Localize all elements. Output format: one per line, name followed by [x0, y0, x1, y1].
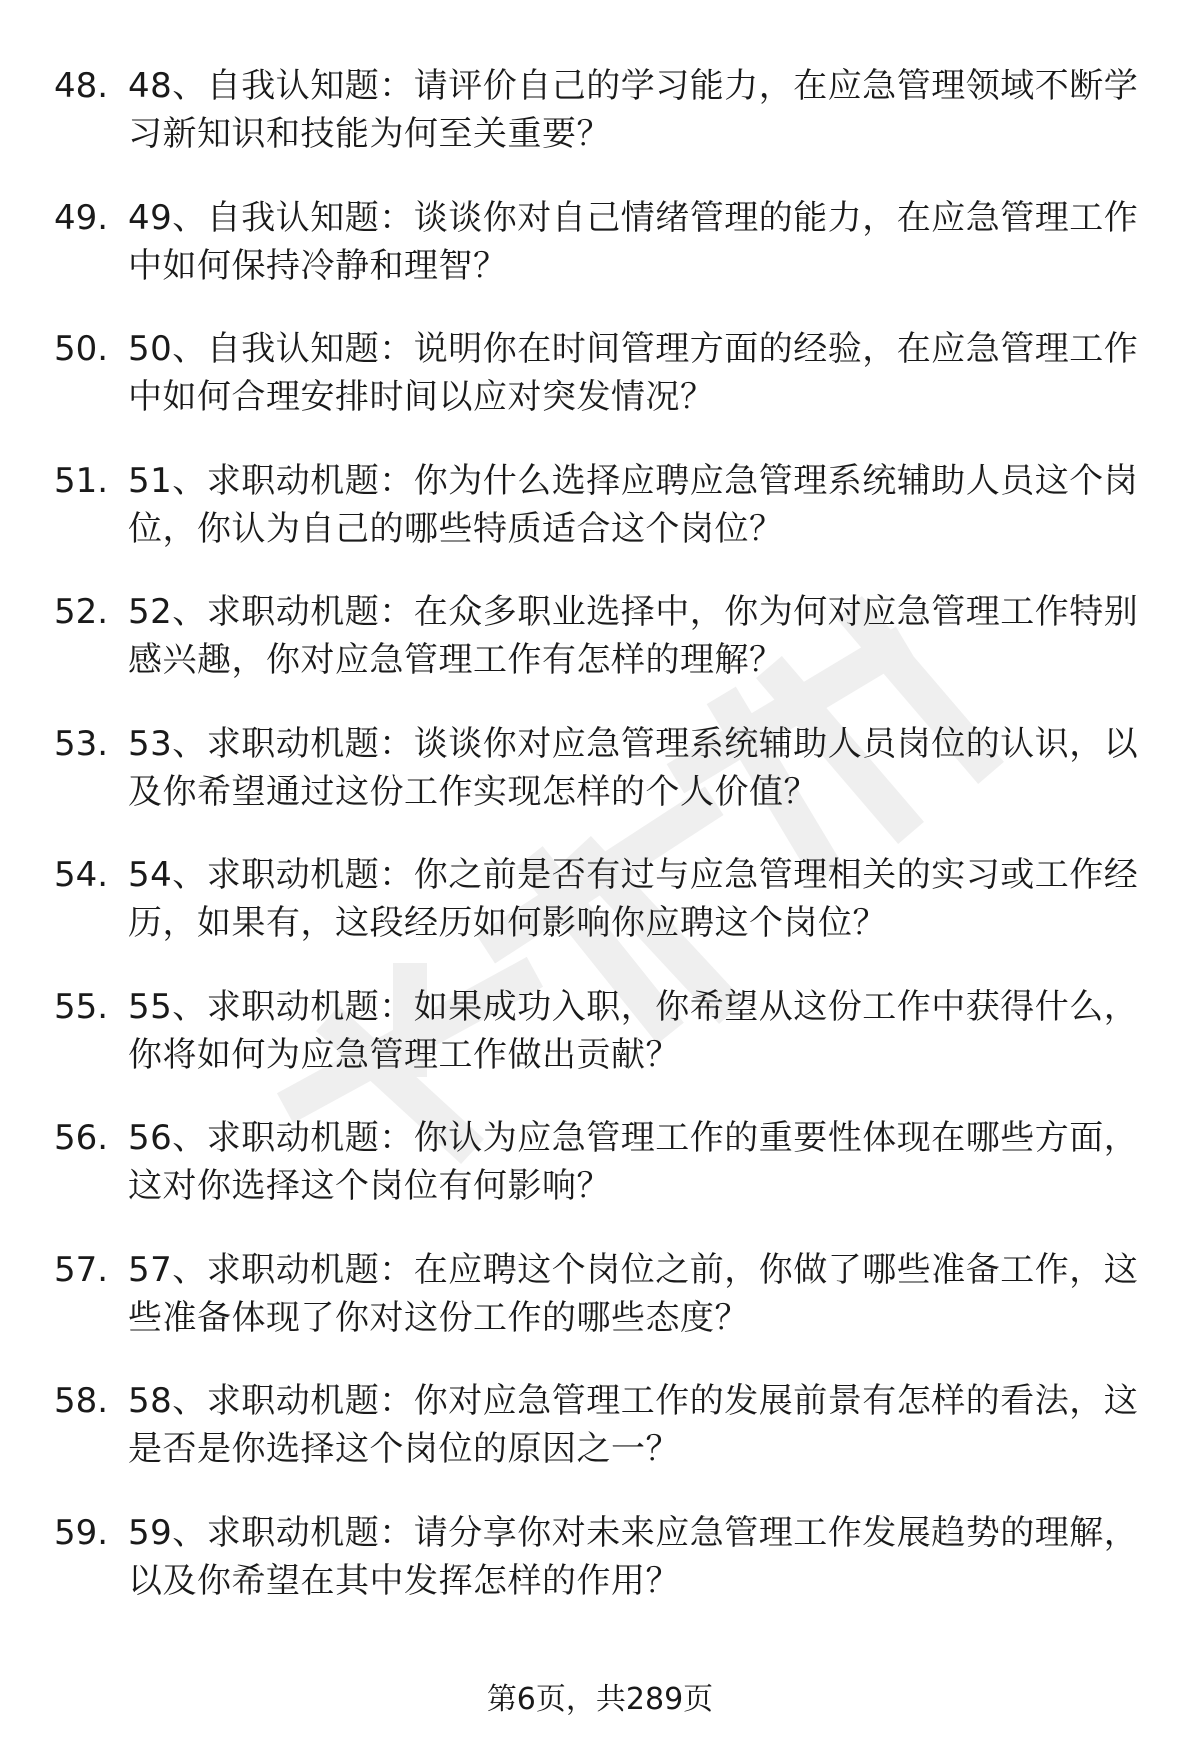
- question-text: 56、求职动机题：你认为应急管理工作的重要性体现在哪些方面，这对你选择这个岗位有何影响？: [128, 1118, 1139, 1206]
- question-item: [0, 983, 1200, 1115]
- question-number: 51.: [54, 460, 109, 501]
- question-item: [0, 325, 1200, 457]
- question-number: 55.: [54, 986, 109, 1027]
- question-number: 58.: [54, 1381, 109, 1421]
- question-item: [0, 588, 1200, 720]
- question-item: [0, 720, 1200, 852]
- question-number: 54.: [54, 855, 109, 895]
- question-item: [0, 457, 1200, 589]
- question-number: 50.: [54, 329, 109, 369]
- question-text: 58、求职动机题：你对应急管理工作的发展前景有怎样的看法，这是否是你选择这个岗位的原因之一？: [128, 1381, 1139, 1469]
- question-text: 54、求职动机题：你之前是否有过与应急管理相关的实习或工作经历，如果有，这段经历如何影响你应聘这个岗位？: [128, 855, 1139, 943]
- question-text: 50、自我认知题：说明你在时间管理方面的经验，在应急管理工作中如何合理安排时间以应对突发情况？: [128, 329, 1139, 417]
- question-list: [0, 62, 1200, 1640]
- page-number-label: 第6页，共289页: [486, 1682, 714, 1717]
- question-number: 59.: [54, 1512, 109, 1553]
- question-text: 55、求职动机题：如果成功入职，你希望从这份工作中获得什么，你将如何为应急管理工作做出贡献？: [128, 986, 1139, 1075]
- question-text: 48、自我认知题：请评价自己的学习能力，在应急管理领域不断学习新知识和技能为何至关重要？: [128, 66, 1139, 154]
- question-number: 56.: [54, 1118, 109, 1158]
- question-text: 51、求职动机题：你为什么选择应聘应急管理系统辅助人员这个岗位，你认为自己的哪些特质适合这个岗位？: [128, 460, 1139, 549]
- question-number: 53.: [54, 723, 109, 764]
- question-text: 53、求职动机题：谈谈你对应急管理系统辅助人员岗位的认识，以及你希望通过这份工作实现怎样的个人价值？: [128, 723, 1139, 812]
- question-item: [0, 1114, 1200, 1246]
- question-text: 52、求职动机题：在众多职业选择中，你为何对应急管理工作特别感兴趣，你对应急管理工作有怎样的理解？: [128, 592, 1139, 680]
- question-item: [0, 1509, 1200, 1641]
- question-text: 49、自我认知题：谈谈你对自己情绪管理的能力，在应急管理工作中如何保持冷静和理智？: [128, 197, 1139, 286]
- question-number: 49.: [54, 197, 109, 238]
- question-item: [0, 851, 1200, 983]
- question-item: [0, 1246, 1200, 1378]
- question-number: 48.: [54, 66, 109, 106]
- question-item: [0, 1377, 1200, 1509]
- question-item: [0, 194, 1200, 326]
- question-number: 52.: [54, 592, 109, 632]
- question-item: [0, 62, 1200, 194]
- question-text: 59、求职动机题：请分享你对未来应急管理工作发展趋势的理解，以及你希望在其中发挥怎样的作用？: [128, 1512, 1139, 1601]
- question-text: 57、求职动机题：在应聘这个岗位之前，你做了哪些准备工作，这些准备体现了你对这份工作的哪些态度？: [128, 1249, 1139, 1338]
- question-number: 57.: [54, 1249, 109, 1290]
